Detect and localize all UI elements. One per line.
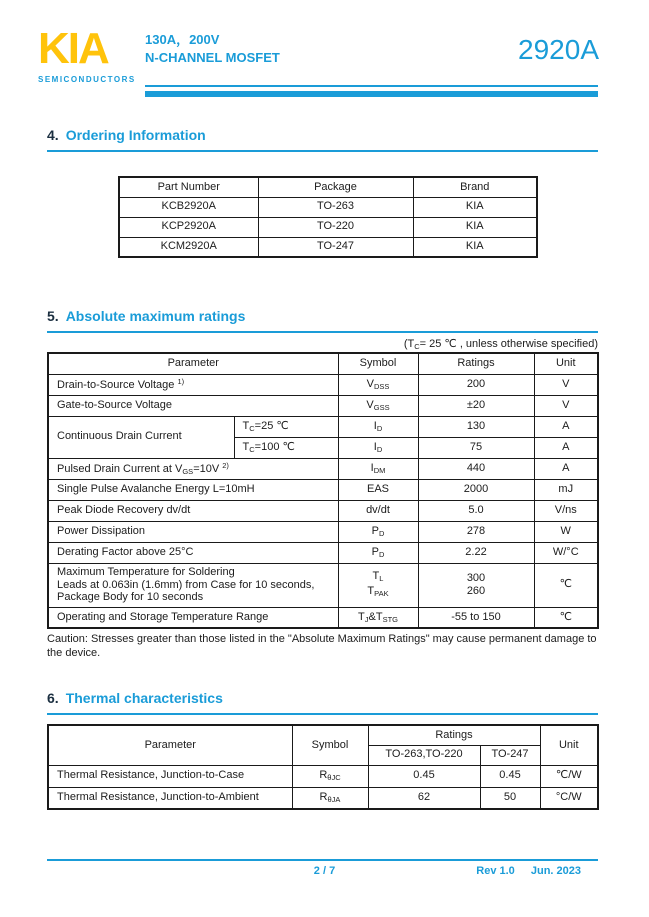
cell-symbol: dv/dt bbox=[338, 500, 418, 521]
cell-package: TO-220 bbox=[258, 217, 413, 237]
cell-parameter: Drain-to-Source Voltage $^{1)}$ bbox=[48, 374, 338, 395]
cell-rating: 2.22 bbox=[418, 542, 534, 563]
table-header-row bbox=[48, 725, 598, 745]
table-row bbox=[48, 374, 598, 395]
cell-rating: ±20 bbox=[418, 395, 534, 416]
cell-rating: 5.0 bbox=[418, 500, 534, 521]
cell-symbol: EAS bbox=[338, 479, 418, 500]
table-header-row bbox=[119, 177, 537, 197]
col-header-ratings: Ratings bbox=[418, 353, 534, 374]
cell-unit: A bbox=[534, 437, 598, 458]
cell-symbol: $V_{GSS}$ bbox=[338, 395, 418, 416]
cell-unit: W/°C bbox=[534, 542, 598, 563]
table-row bbox=[48, 395, 598, 416]
rating-line: 300 bbox=[466, 572, 486, 584]
table-row bbox=[119, 217, 537, 237]
cell-symbol: $I_{DM}$ bbox=[338, 458, 418, 479]
cell-unit: A bbox=[534, 416, 598, 437]
cell-unit: ℃ bbox=[534, 607, 598, 628]
cell-symbol bbox=[338, 563, 418, 607]
col-header-parameter: Parameter bbox=[48, 725, 292, 765]
section-title: Absolute maximum ratings bbox=[65, 308, 246, 324]
cell-unit: °C/W bbox=[540, 787, 598, 809]
section-5-heading bbox=[47, 308, 245, 324]
footer-rule bbox=[47, 859, 598, 861]
parameter-line: Maximum Temperature for Soldering bbox=[57, 566, 235, 579]
col-header-unit: Unit bbox=[540, 725, 598, 765]
revision-info bbox=[476, 865, 581, 877]
cell-parameter: Power Dissipation bbox=[48, 521, 338, 542]
cell-parameter: Thermal Resistance, Junction-to-Case bbox=[48, 765, 292, 787]
thermal-characteristics-table bbox=[47, 724, 599, 810]
table-row bbox=[119, 197, 537, 217]
cell-package: TO-247 bbox=[258, 237, 413, 257]
cell-value-a: 0.45 bbox=[368, 765, 480, 787]
cell-symbol: $R_{\theta JA}$ bbox=[292, 787, 368, 809]
cell-unit: V bbox=[534, 395, 598, 416]
caution-note: Caution: Stresses greater than those listed in the "Absolute Maximum Ratings" may cause permanent damage to the device. bbox=[47, 633, 597, 659]
table-row bbox=[48, 542, 598, 563]
section-6-heading bbox=[47, 690, 223, 706]
cell-rating bbox=[418, 563, 534, 607]
cell-symbol: $T_J\&T_{STG}$ bbox=[338, 607, 418, 628]
cell-parameter: Thermal Resistance, Junction-to-Ambient bbox=[48, 787, 292, 809]
absolute-maximum-ratings-table bbox=[47, 352, 599, 629]
table-row bbox=[48, 458, 598, 479]
revision-label: Rev 1.0 bbox=[476, 865, 515, 877]
revision-date: Jun. 2023 bbox=[530, 865, 581, 877]
cell-package: TO-263 bbox=[258, 197, 413, 217]
header-rule-thin bbox=[145, 85, 598, 87]
cell-unit: A bbox=[534, 458, 598, 479]
table-row bbox=[48, 500, 598, 521]
col-header-symbol: Symbol bbox=[338, 353, 418, 374]
cell-part-number: KCM2920A bbox=[119, 237, 258, 257]
cell-symbol: $P_D$ bbox=[338, 521, 418, 542]
cell-value-a: 62 bbox=[368, 787, 480, 809]
device-summary bbox=[145, 31, 280, 67]
symbol-line: $T_L$ bbox=[372, 570, 384, 583]
col-header-unit: Unit bbox=[534, 353, 598, 374]
table-row bbox=[119, 237, 537, 257]
cell-parameter: Pulsed Drain Current at $V_{GS}=10V$ $^{2)}$ bbox=[48, 458, 338, 479]
cell-symbol: $I_D$ bbox=[338, 437, 418, 458]
table-row bbox=[48, 765, 598, 787]
cell-part-number: KCP2920A bbox=[119, 217, 258, 237]
cell-rating: 278 bbox=[418, 521, 534, 542]
cell-symbol: $I_D$ bbox=[338, 416, 418, 437]
page-indicator: 2 / 7 bbox=[313, 865, 336, 877]
table-row bbox=[48, 563, 598, 607]
section-4-heading bbox=[47, 127, 206, 143]
cell-brand: KIA bbox=[413, 237, 537, 257]
header-rule-thick bbox=[145, 91, 598, 97]
cell-rating: 2000 bbox=[418, 479, 534, 500]
cell-parameter: Continuous Drain Current bbox=[48, 416, 234, 458]
section-title: Ordering Information bbox=[65, 127, 206, 143]
rating-line: 260 bbox=[466, 585, 486, 597]
cell-rating: -55 to 150 bbox=[418, 607, 534, 628]
cell-condition: $T_C=100$ ℃ bbox=[234, 437, 338, 458]
col-header-package: Package bbox=[258, 177, 413, 197]
cell-parameter: Derating Factor above 25°C bbox=[48, 542, 338, 563]
parameter-line: Leads at 0.063in (1.6mm) from Case for 10 seconds, bbox=[57, 578, 315, 591]
cell-brand: KIA bbox=[413, 217, 537, 237]
cell-unit: ℃ bbox=[534, 563, 598, 607]
test-condition-note: ($T_C= 25$ ℃ , unless otherwise specified) bbox=[403, 338, 598, 351]
parameter-line: Package Body for 10 seconds bbox=[57, 591, 204, 604]
part-number-title: 2920A bbox=[518, 34, 599, 65]
col-header-part-number: Part Number bbox=[119, 177, 258, 197]
col-header-package-a: TO-263,TO-220 bbox=[368, 745, 480, 765]
cell-value-b: 50 bbox=[480, 787, 540, 809]
cell-value-b: 0.45 bbox=[480, 765, 540, 787]
cell-unit: ℃/W bbox=[540, 765, 598, 787]
cell-rating: 440 bbox=[418, 458, 534, 479]
symbol-line: $T_{PAK}$ bbox=[367, 585, 389, 598]
cell-unit: V bbox=[534, 374, 598, 395]
cell-unit: W bbox=[534, 521, 598, 542]
cell-symbol: $V_{DSS}$ bbox=[338, 374, 418, 395]
table-row bbox=[48, 416, 598, 437]
col-header-brand: Brand bbox=[413, 177, 537, 197]
table-row bbox=[48, 607, 598, 628]
cell-condition: $T_C=25$ ℃ bbox=[234, 416, 338, 437]
section-number: 6. bbox=[47, 690, 59, 706]
section-title: Thermal characteristics bbox=[65, 690, 223, 706]
ordering-information-table bbox=[118, 176, 538, 258]
cell-symbol: $P_D$ bbox=[338, 542, 418, 563]
col-header-ratings: Ratings bbox=[368, 725, 540, 745]
kia-logo-subtext: SEMICONDUCTORS bbox=[38, 75, 136, 84]
cell-rating: 130 bbox=[418, 416, 534, 437]
cell-brand: KIA bbox=[413, 197, 537, 217]
cell-parameter: Operating and Storage Temperature Range bbox=[48, 607, 338, 628]
cell-symbol: $R_{\theta JC}$ bbox=[292, 765, 368, 787]
section-4-rule bbox=[47, 150, 598, 152]
device-type-line: N-CHANNEL MOSFET bbox=[145, 50, 280, 65]
cell-rating: 200 bbox=[418, 374, 534, 395]
cell-unit: V/ns bbox=[534, 500, 598, 521]
section-number: 4. bbox=[47, 127, 59, 143]
kia-logo-text: KIA bbox=[38, 24, 108, 73]
cell-parameter: Gate-to-Source Voltage bbox=[48, 395, 338, 416]
section-5-rule bbox=[47, 331, 598, 333]
cell-rating: 75 bbox=[418, 437, 534, 458]
device-rating-line: 130A，200V bbox=[145, 32, 220, 47]
cell-parameter: Single Pulse Avalanche Energy L=10mH bbox=[48, 479, 338, 500]
cell-part-number: KCB2920A bbox=[119, 197, 258, 217]
col-header-parameter: Parameter bbox=[48, 353, 338, 374]
table-row bbox=[48, 521, 598, 542]
col-header-package-b: TO-247 bbox=[480, 745, 540, 765]
cell-unit: mJ bbox=[534, 479, 598, 500]
table-header-row bbox=[48, 353, 598, 374]
col-header-symbol: Symbol bbox=[292, 725, 368, 765]
table-row bbox=[48, 479, 598, 500]
cell-parameter bbox=[48, 563, 338, 607]
table-row bbox=[48, 787, 598, 809]
kia-logo bbox=[38, 24, 136, 84]
section-number: 5. bbox=[47, 308, 59, 324]
section-6-rule bbox=[47, 713, 598, 715]
cell-parameter: Peak Diode Recovery dv/dt bbox=[48, 500, 338, 521]
